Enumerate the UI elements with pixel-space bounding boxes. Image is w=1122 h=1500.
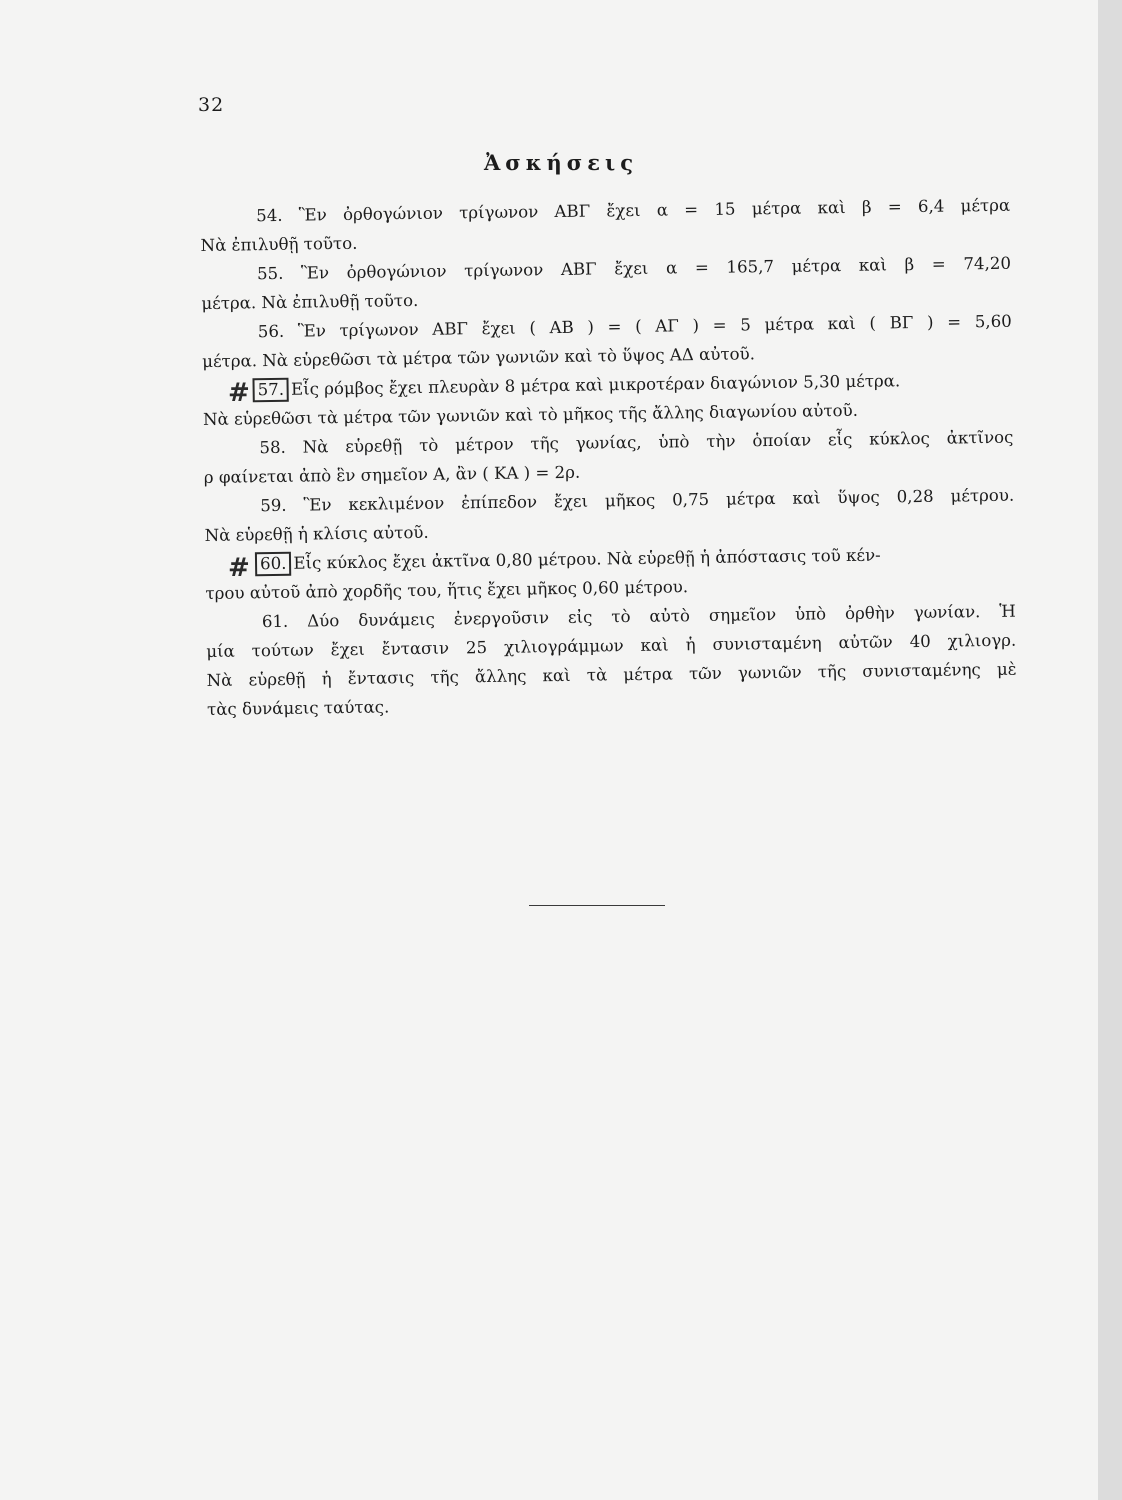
exercise-55-line-2: μέτρα. Νὰ ἐπιλυθῇ τοῦτο. (201, 290, 419, 313)
exercise-58-line-2: ρ φαίνεται ἀπὸ ἓν σημεῖον Α, ἂν ( ΚΑ ) = 2ρ. (203, 462, 581, 487)
exercise-57-line-2: Νὰ εὑρεθῶσι τὰ μέτρα τῶν γωνιῶν καὶ τὸ μῆκος τῆς ἄλλης διαγωνίου αὐτοῦ. (202, 400, 859, 429)
exercise-60-line-1-text: Εἷς κύκλος ἔχει ἀκτῖνα 0,80 μέτρου. Νὰ εὑρεθῇ ἡ ἀπόστασις τοῦ κέν- (293, 545, 881, 573)
section-title: Ἀσκήσεις (484, 150, 638, 175)
exercise-57-number-box: 57. (252, 378, 289, 403)
exercise-61-line-3: Νὰ εὑρεθῇ ἡ ἔντασις τῆς ἄλλης καὶ τὰ μέτρα τῶν γωνιῶν τῆς συνισταμένης μὲ (206, 659, 1017, 690)
exercise-60-line-2: τρου αὐτοῦ ἀπὸ χορδῆς του, ἥτις ἔχει μῆκος 0,60 μέτρου. (205, 577, 689, 603)
exercise-55-line-1: 55. Ἓν ὀρθογώνιον τρίγωνον ΑΒΓ ἔχει α = 165,7 μέτρα καὶ β = 74,20 (256, 253, 1012, 284)
exercise-60-number-box: 60. (255, 552, 292, 577)
exercise-61-line-1: 61. Δύο δυνάμεις ἐνεργοῦσιν εἰς τὸ αὐτὸ σημεῖον ὑπὸ ὀρθὴν γωνίαν. Ἡ (261, 601, 1016, 632)
exercise-61-line-4: τὰς δυνάμεις ταύτας. (206, 697, 390, 719)
exercise-list (200, 191, 1017, 724)
exercise-61-line-2: μία τούτων ἔχει ἔντασιν 25 χιλιογράμμων καὶ ἡ συνισταμένη αὐτῶν 40 χιλιογρ. (206, 630, 1017, 661)
pencil-mark-60: # (228, 553, 250, 583)
exercise-59-line-2: Νὰ εὑρεθῇ ἡ κλίσις αὐτοῦ. (204, 522, 429, 545)
exercise-56-line-2: μέτρα. Νὰ εὑρεθῶσι τὰ μέτρα τῶν γωνιῶν καὶ τὸ ὕψος ΑΔ αὐτοῦ. (202, 344, 756, 371)
end-rule (529, 905, 665, 906)
page-number: 32 (198, 94, 225, 116)
pencil-mark-57: # (228, 378, 250, 408)
exercise-57-line-1-text: Εἷς ρόμβος ἔχει πλευρὰν 8 μέτρα καὶ μικροτέραν διαγώνιον 5,30 μέτρα. (290, 371, 901, 399)
exercise-58-line-1: 58. Νὰ εὑρεθῇ τὸ μέτρον τῆς γωνίας, ὑπὸ τὴν ὁποίαν εἷς κύκλος ἀκτῖνος (259, 427, 1014, 458)
page-edge (1098, 0, 1122, 1500)
exercise-54-line-2: Νὰ ἐπιλυθῇ τοῦτο. (200, 233, 358, 255)
exercise-56-line-1: 56. Ἓν τρίγωνον ΑΒΓ ἔχει ( ΑΒ ) = ( ΑΓ ) = 5 μέτρα καὶ ( ΒΓ ) = 5,60 (257, 311, 1012, 342)
exercise-54-line-1: 54. Ἓν ὀρθογώνιον τρίγωνον ΑΒΓ ἔχει α = 15 μέτρα καὶ β = 6,4 μέτρα (256, 195, 1011, 226)
exercise-59-line-1: 59. Ἓν κεκλιμένον ἐπίπεδον ἔχει μῆκος 0,75 μέτρα καὶ ὕψος 0,28 μέτρου. (260, 485, 1015, 516)
